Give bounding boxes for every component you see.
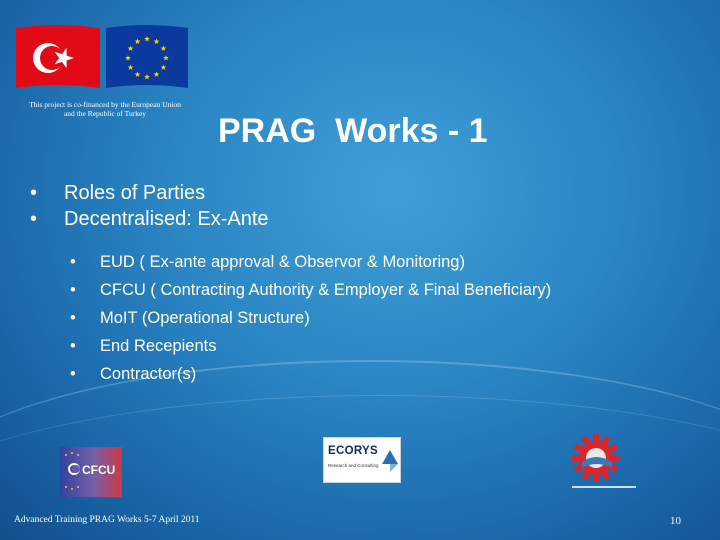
ecorys-logo-text: ECORYS xyxy=(328,445,378,457)
cofinance-note xyxy=(10,100,200,118)
footer-text: Advanced Training PRAG Works 5-7 April 2011 xyxy=(14,515,200,525)
list-item xyxy=(30,206,269,232)
bullet-icon: • xyxy=(70,253,76,271)
bullet-text: Roles of Parties xyxy=(64,182,206,204)
bullet-icon: • xyxy=(70,309,76,327)
bullet-text: Decentralised: Ex-Ante xyxy=(64,208,269,230)
gear-logo-icon xyxy=(566,432,642,496)
bullet-text: MoIT (Operational Structure) xyxy=(100,309,310,327)
ecorys-tagline: Research and Consulting xyxy=(328,463,379,468)
cofinance-line: This project is co-financed by the European Union xyxy=(29,100,181,109)
bullet-icon: • xyxy=(70,337,76,355)
bullet-icon: • xyxy=(70,365,76,383)
bullet-icon: • xyxy=(30,208,38,230)
sub-bullet-list xyxy=(70,248,551,388)
bullet-text: CFCU ( Contracting Authority & Employer & Final Beneficiary) xyxy=(100,281,552,299)
cfcu-logo-icon xyxy=(60,447,122,497)
eu-flag-icon xyxy=(104,22,190,92)
list-item xyxy=(70,304,551,332)
list-item xyxy=(70,248,551,276)
turkey-flag-icon xyxy=(14,22,102,92)
ecorys-logo-icon xyxy=(323,437,401,483)
ecorys-triangle-icon xyxy=(382,450,398,472)
list-item xyxy=(70,276,551,304)
cofinance-line: and the Republic of Turkey xyxy=(63,109,147,118)
list-item xyxy=(70,332,551,360)
bullet-text: End Recepients xyxy=(100,337,217,355)
bullet-text: EUD ( Ex-ante approval & Observor & Monitoring) xyxy=(100,253,465,271)
slide-title: PRAG Works - 1 xyxy=(218,112,488,150)
list-item xyxy=(70,360,551,388)
cfcu-logo-text: CFCU xyxy=(82,463,116,477)
bullet-icon: • xyxy=(70,281,76,299)
list-item xyxy=(30,180,269,206)
bullet-icon: • xyxy=(30,182,38,204)
bullet-text: Contractor(s) xyxy=(100,365,197,383)
main-bullet-list xyxy=(30,180,269,232)
page-number: 10 xyxy=(670,515,681,527)
